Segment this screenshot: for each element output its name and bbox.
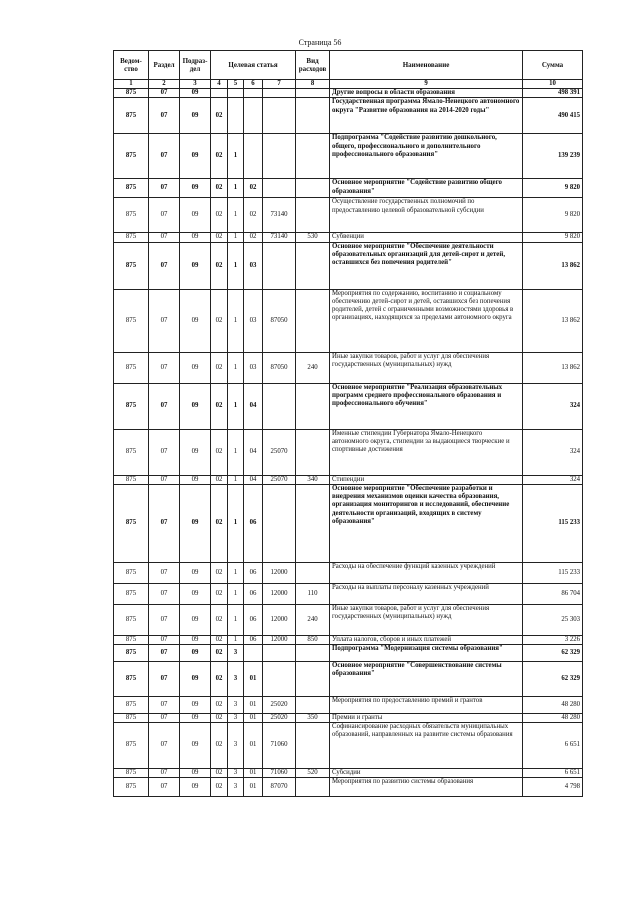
cell-subprogram: 3: [228, 713, 244, 722]
table-row: [114, 242, 583, 289]
cell-sum: 324: [523, 429, 583, 475]
cell-direction: 12000: [263, 562, 296, 583]
cell-razdel: 07: [149, 769, 180, 778]
cell-vid: [296, 289, 330, 352]
cell-program: 02: [211, 484, 228, 562]
cell-razdel: 07: [149, 475, 180, 484]
cell-direction: 71060: [263, 769, 296, 778]
cell-name: Основное мероприятие "Совершенствование системы образования": [330, 661, 523, 696]
cell-program: 02: [211, 661, 228, 696]
cell-name: Субвенции: [330, 233, 523, 242]
cell-event: [244, 644, 263, 661]
cell-event: 03: [244, 352, 263, 383]
cell-sum: 115 233: [523, 484, 583, 562]
cell-sum: 86 704: [523, 583, 583, 604]
cell-name: Субсидии: [330, 769, 523, 778]
cell-razdel: 07: [149, 562, 180, 583]
cell-vedomstvo: 875: [114, 289, 149, 352]
cell-vedomstvo: 875: [114, 769, 149, 778]
cell-program: 02: [211, 723, 228, 769]
cell-subprogram: 1: [228, 179, 244, 198]
cell-razdel: 07: [149, 696, 180, 713]
cell-podrazdel: 09: [180, 644, 211, 661]
cell-direction: [263, 484, 296, 562]
header-sum: Сумма: [523, 51, 583, 80]
cell-vedomstvo: 875: [114, 352, 149, 383]
cell-sum: 13 862: [523, 242, 583, 289]
cell-program: 02: [211, 644, 228, 661]
cell-subprogram: 1: [228, 289, 244, 352]
cell-vedomstvo: 875: [114, 661, 149, 696]
cell-razdel: 07: [149, 484, 180, 562]
cell-vedomstvo: 875: [114, 696, 149, 713]
cell-vid: [296, 484, 330, 562]
cell-sum: 9 820: [523, 233, 583, 242]
cell-name: Премии и гранты: [330, 713, 523, 722]
cell-name: Иные закупки товаров, работ и услуг для обеспечения государственных (муниципальных) нужд: [330, 604, 523, 635]
cell-vid: 520: [296, 769, 330, 778]
cell-podrazdel: 09: [180, 562, 211, 583]
cell-sum: 139 239: [523, 134, 583, 179]
cell-podrazdel: 09: [180, 179, 211, 198]
cell-direction: 87070: [263, 778, 296, 797]
cell-subprogram: 3: [228, 696, 244, 713]
cell-subprogram: 1: [228, 583, 244, 604]
cell-program: 02: [211, 352, 228, 383]
cell-subprogram: 1: [228, 233, 244, 242]
cell-subprogram: 3: [228, 723, 244, 769]
cell-podrazdel: 09: [180, 583, 211, 604]
cell-direction: 73140: [263, 233, 296, 242]
cell-sum: 13 862: [523, 289, 583, 352]
cell-subprogram: 1: [228, 635, 244, 644]
cell-podrazdel: 09: [180, 484, 211, 562]
cell-direction: [263, 661, 296, 696]
cell-sum: 324: [523, 475, 583, 484]
table-row: [114, 179, 583, 198]
cell-direction: [263, 383, 296, 429]
cell-vedomstvo: 875: [114, 89, 149, 98]
cell-vid: 240: [296, 604, 330, 635]
cell-podrazdel: 09: [180, 604, 211, 635]
cell-vid: [296, 644, 330, 661]
cell-razdel: 07: [149, 134, 180, 179]
cell-name: Осуществление государственных полномочий по предоставлению целевой образовательной субсидии: [330, 198, 523, 233]
cell-name: Основное мероприятие "Обеспечение разработки и внедрения механизмов оценки качества образования, организация мониторингов и исследований, обеспечение деятельности организаций, входящих в систему образования": [330, 484, 523, 562]
cell-podrazdel: 09: [180, 352, 211, 383]
cell-vedomstvo: 875: [114, 635, 149, 644]
cell-event: 03: [244, 289, 263, 352]
cell-sum: 62 329: [523, 644, 583, 661]
cell-vid: [296, 429, 330, 475]
cell-vedomstvo: 875: [114, 644, 149, 661]
cell-program: 02: [211, 562, 228, 583]
table-row: [114, 198, 583, 233]
cell-subprogram: 1: [228, 484, 244, 562]
cell-direction: [263, 98, 296, 134]
header-tselevaya: Целевая статья: [211, 51, 296, 80]
cell-sum: 13 862: [523, 352, 583, 383]
cell-podrazdel: 09: [180, 383, 211, 429]
cell-vedomstvo: 875: [114, 713, 149, 722]
cell-program: 02: [211, 233, 228, 242]
cell-podrazdel: 09: [180, 98, 211, 134]
cell-razdel: 07: [149, 583, 180, 604]
cell-vid: 340: [296, 475, 330, 484]
cell-program: 02: [211, 98, 228, 134]
cell-direction: 12000: [263, 635, 296, 644]
cell-sum: 4 798: [523, 778, 583, 797]
cell-subprogram: 1: [228, 352, 244, 383]
cell-razdel: 07: [149, 179, 180, 198]
cell-program: 02: [211, 696, 228, 713]
cell-sum: 62 329: [523, 661, 583, 696]
table-row: [114, 696, 583, 713]
cell-direction: [263, 89, 296, 98]
cell-vedomstvo: 875: [114, 484, 149, 562]
table-row: [114, 352, 583, 383]
cell-subprogram: 1: [228, 242, 244, 289]
cell-podrazdel: 09: [180, 429, 211, 475]
cell-program: 02: [211, 604, 228, 635]
header-podrazdel: Подраз-дел: [180, 51, 211, 80]
cell-subprogram: 3: [228, 661, 244, 696]
cell-direction: 87050: [263, 289, 296, 352]
cell-name: Мероприятия по содержанию, воспитанию и социальному обеспечению детей-сирот и детей, оставшихся без попечения родителей, детей с ограниченными возможностями здоровья в организациях, находящихся за пределами автономного округа: [330, 289, 523, 352]
cell-program: 02: [211, 769, 228, 778]
cell-podrazdel: 09: [180, 635, 211, 644]
cell-podrazdel: 09: [180, 778, 211, 797]
cell-event: 04: [244, 475, 263, 484]
cell-vedomstvo: 875: [114, 233, 149, 242]
col-number: 2: [149, 80, 180, 89]
cell-vid: 350: [296, 713, 330, 722]
table-row: [114, 98, 583, 134]
col-number: 6: [244, 80, 263, 89]
cell-vedomstvo: 875: [114, 583, 149, 604]
cell-vid: [296, 198, 330, 233]
cell-sum: 9 820: [523, 198, 583, 233]
cell-sum: 9 820: [523, 179, 583, 198]
header-razdel: Раздел: [149, 51, 180, 80]
cell-name: Уплата налогов, сборов и иных платежей: [330, 635, 523, 644]
cell-vid: [296, 661, 330, 696]
cell-direction: 25070: [263, 429, 296, 475]
cell-razdel: 07: [149, 635, 180, 644]
cell-podrazdel: 09: [180, 661, 211, 696]
cell-podrazdel: 09: [180, 475, 211, 484]
cell-program: [211, 89, 228, 98]
cell-event: 06: [244, 583, 263, 604]
table-row: [114, 769, 583, 778]
col-number: 4: [211, 80, 228, 89]
cell-podrazdel: 09: [180, 198, 211, 233]
cell-vedomstvo: 875: [114, 429, 149, 475]
cell-event: 02: [244, 198, 263, 233]
cell-subprogram: 3: [228, 644, 244, 661]
header-name: Наименование: [330, 51, 523, 80]
cell-podrazdel: 09: [180, 242, 211, 289]
table-row: [114, 562, 583, 583]
cell-vid: [296, 383, 330, 429]
cell-podrazdel: 09: [180, 769, 211, 778]
cell-podrazdel: 09: [180, 134, 211, 179]
cell-vid: [296, 696, 330, 713]
cell-program: 02: [211, 198, 228, 233]
cell-name: Другие вопросы в области образования: [330, 89, 523, 98]
cell-podrazdel: 09: [180, 89, 211, 98]
table-row: [114, 484, 583, 562]
cell-subprogram: 1: [228, 475, 244, 484]
cell-vid: [296, 778, 330, 797]
table-row: [114, 134, 583, 179]
header-row: [114, 51, 583, 80]
cell-name: Основное мероприятие "Реализация образовательных программ среднего профессионального образования и профессионального обучения": [330, 383, 523, 429]
cell-vedomstvo: 875: [114, 475, 149, 484]
cell-sum: 324: [523, 383, 583, 429]
cell-direction: 12000: [263, 583, 296, 604]
cell-subprogram: 3: [228, 769, 244, 778]
table-row: [114, 604, 583, 635]
cell-subprogram: 1: [228, 429, 244, 475]
cell-sum: 6 651: [523, 769, 583, 778]
cell-direction: [263, 179, 296, 198]
cell-direction: 71060: [263, 723, 296, 769]
cell-sum: 48 280: [523, 713, 583, 722]
cell-sum: 490 415: [523, 98, 583, 134]
cell-vid: [296, 562, 330, 583]
cell-direction: [263, 242, 296, 289]
table-row: [114, 583, 583, 604]
cell-sum: 6 651: [523, 723, 583, 769]
cell-vedomstvo: 875: [114, 604, 149, 635]
cell-name: Подпрограмма "Содействие развитию дошкольного, общего, профессионального и дополнительного профессионального образования": [330, 134, 523, 179]
cell-direction: [263, 644, 296, 661]
cell-vedomstvo: 875: [114, 198, 149, 233]
cell-name: Софинансирование расходных обязательств муниципальных образований, направленных на развитие системы образования: [330, 723, 523, 769]
cell-event: 06: [244, 562, 263, 583]
cell-program: 02: [211, 635, 228, 644]
cell-vedomstvo: 875: [114, 562, 149, 583]
cell-sum: 3 226: [523, 635, 583, 644]
cell-direction: 25020: [263, 696, 296, 713]
cell-name: Основное мероприятие "Обеспечение деятельности образовательных организаций для детей-сирот и детей, оставшихся без попечения родителей": [330, 242, 523, 289]
table-row: [114, 383, 583, 429]
cell-razdel: 07: [149, 289, 180, 352]
cell-podrazdel: 09: [180, 696, 211, 713]
col-number: 1: [114, 80, 149, 89]
cell-vedomstvo: 875: [114, 383, 149, 429]
cell-program: 02: [211, 713, 228, 722]
cell-event: 01: [244, 713, 263, 722]
cell-vid: 850: [296, 635, 330, 644]
table-row: [114, 429, 583, 475]
cell-razdel: 07: [149, 383, 180, 429]
cell-event: 02: [244, 179, 263, 198]
cell-event: 06: [244, 635, 263, 644]
cell-subprogram: [228, 89, 244, 98]
cell-vid: [296, 134, 330, 179]
cell-razdel: 07: [149, 352, 180, 383]
cell-razdel: 07: [149, 661, 180, 696]
cell-sum: 48 280: [523, 696, 583, 713]
cell-subprogram: 1: [228, 383, 244, 429]
cell-razdel: 07: [149, 89, 180, 98]
cell-vedomstvo: 875: [114, 98, 149, 134]
col-number: 8: [296, 80, 330, 89]
cell-subprogram: 1: [228, 198, 244, 233]
cell-name: Мероприятия по предоставлению премий и грантов: [330, 696, 523, 713]
table-row: [114, 233, 583, 242]
column-number-row: [114, 80, 583, 89]
cell-vid: [296, 242, 330, 289]
table-row: [114, 89, 583, 98]
cell-name: Мероприятия по развитию системы образования: [330, 778, 523, 797]
cell-vedomstvo: 875: [114, 723, 149, 769]
cell-name: Стипендии: [330, 475, 523, 484]
col-number: 9: [330, 80, 523, 89]
cell-razdel: 07: [149, 778, 180, 797]
cell-direction: 25070: [263, 475, 296, 484]
col-number: 7: [263, 80, 296, 89]
cell-program: 02: [211, 778, 228, 797]
cell-event: 01: [244, 778, 263, 797]
cell-razdel: 07: [149, 242, 180, 289]
cell-razdel: 07: [149, 98, 180, 134]
cell-program: 02: [211, 383, 228, 429]
header-vedomstvo: Ведом-ство: [114, 51, 149, 80]
cell-event: 02: [244, 233, 263, 242]
cell-name: Расходы на выплаты персоналу казенных учреждений: [330, 583, 523, 604]
cell-program: 02: [211, 134, 228, 179]
cell-vid: 240: [296, 352, 330, 383]
cell-razdel: 07: [149, 198, 180, 233]
table-row: [114, 778, 583, 797]
cell-vedomstvo: 875: [114, 778, 149, 797]
cell-name: Государственная программа Ямало-Ненецкого автономного округа "Развитие образования на 2014-2020 годы": [330, 98, 523, 134]
cell-vid: 110: [296, 583, 330, 604]
cell-program: 02: [211, 179, 228, 198]
cell-vid: 530: [296, 233, 330, 242]
cell-event: [244, 134, 263, 179]
table-row: [114, 475, 583, 484]
cell-razdel: 07: [149, 713, 180, 722]
cell-program: 02: [211, 583, 228, 604]
header-vid: Вид расходов: [296, 51, 330, 80]
cell-vid: [296, 723, 330, 769]
cell-vedomstvo: 875: [114, 179, 149, 198]
cell-event: 01: [244, 661, 263, 696]
cell-direction: 12000: [263, 604, 296, 635]
cell-event: 03: [244, 242, 263, 289]
cell-subprogram: 3: [228, 778, 244, 797]
cell-direction: 73140: [263, 198, 296, 233]
cell-name: Расходы на обеспечение функций казенных учреждений: [330, 562, 523, 583]
table-row: [114, 635, 583, 644]
cell-program: 02: [211, 289, 228, 352]
cell-program: 02: [211, 475, 228, 484]
cell-name: Основное мероприятие "Содействие развитию общего образования": [330, 179, 523, 198]
col-number: 10: [523, 80, 583, 89]
cell-subprogram: 1: [228, 562, 244, 583]
cell-name: Иные закупки товаров, работ и услуг для обеспечения государственных (муниципальных) нужд: [330, 352, 523, 383]
cell-subprogram: 1: [228, 134, 244, 179]
cell-event: [244, 98, 263, 134]
col-number: 3: [180, 80, 211, 89]
cell-vid: [296, 179, 330, 198]
cell-vid: [296, 89, 330, 98]
cell-direction: 25020: [263, 713, 296, 722]
page-number: Страница 56: [298, 38, 342, 47]
cell-subprogram: [228, 98, 244, 134]
cell-razdel: 07: [149, 429, 180, 475]
cell-razdel: 07: [149, 723, 180, 769]
cell-program: 02: [211, 242, 228, 289]
cell-razdel: 07: [149, 644, 180, 661]
cell-razdel: 07: [149, 233, 180, 242]
table-row: [114, 713, 583, 722]
cell-direction: 87050: [263, 352, 296, 383]
cell-name: Подпрограмма "Модернизация системы образования": [330, 644, 523, 661]
cell-vid: [296, 98, 330, 134]
cell-podrazdel: 09: [180, 723, 211, 769]
cell-event: 04: [244, 383, 263, 429]
cell-razdel: 07: [149, 604, 180, 635]
cell-event: 06: [244, 484, 263, 562]
cell-sum: 115 233: [523, 562, 583, 583]
table-row: [114, 289, 583, 352]
cell-event: 06: [244, 604, 263, 635]
cell-event: 01: [244, 723, 263, 769]
table-row: [114, 723, 583, 769]
budget-table: [113, 50, 583, 797]
cell-event: 01: [244, 696, 263, 713]
cell-name: Именные стипендии Губернатора Ямало-Ненецкого автономного округа, стипендии за выдающиеся творческие и спортивные достижения: [330, 429, 523, 475]
table-row: [114, 644, 583, 661]
col-number: 5: [228, 80, 244, 89]
cell-sum: 25 303: [523, 604, 583, 635]
cell-event: [244, 89, 263, 98]
table-row: [114, 661, 583, 696]
cell-event: 04: [244, 429, 263, 475]
cell-podrazdel: 09: [180, 289, 211, 352]
cell-event: 01: [244, 769, 263, 778]
cell-podrazdel: 09: [180, 713, 211, 722]
cell-subprogram: 1: [228, 604, 244, 635]
cell-program: 02: [211, 429, 228, 475]
cell-sum: 498 391: [523, 89, 583, 98]
cell-vedomstvo: 875: [114, 134, 149, 179]
cell-direction: [263, 134, 296, 179]
cell-podrazdel: 09: [180, 233, 211, 242]
cell-vedomstvo: 875: [114, 242, 149, 289]
